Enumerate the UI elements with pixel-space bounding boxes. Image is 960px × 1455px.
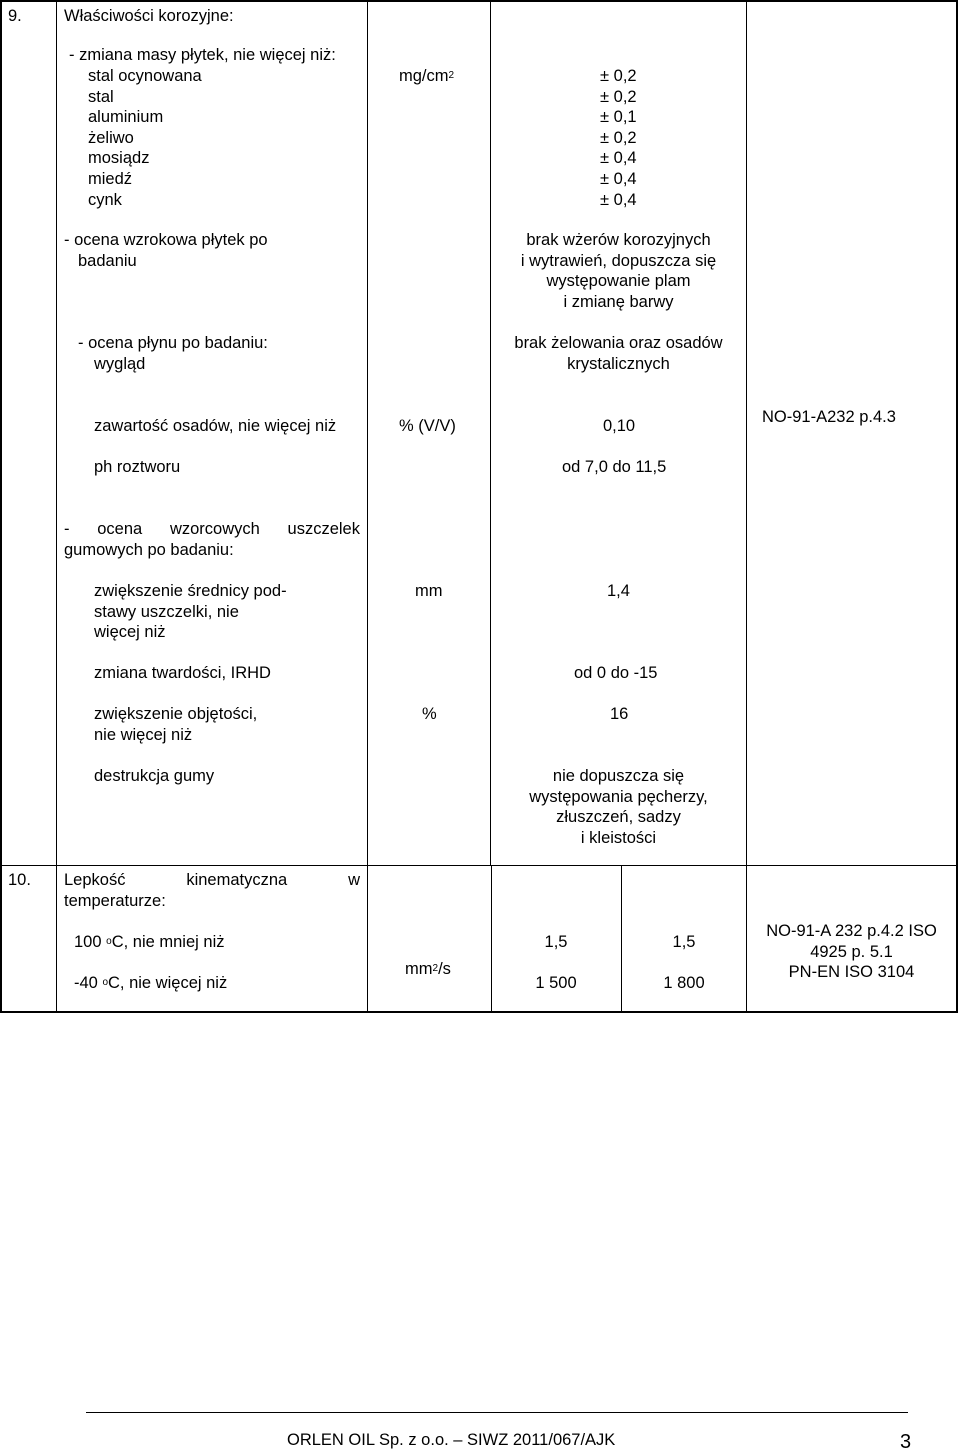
row-sep-section10 (0, 865, 958, 866)
metal-name: stal ocynowana (88, 67, 202, 85)
viscosity-method: NO-91-A 232 p.4.2 ISO 4925 p. 5.1 PN-EN ISO 3104 (766, 922, 937, 982)
mass-value: ± 0,4 (600, 169, 637, 188)
viscosity-row2-value-a: 1 500 (535, 974, 577, 992)
mass-value: ± 0,4 (600, 190, 637, 209)
metal-name: aluminium (88, 108, 164, 127)
footer-rule (86, 1412, 908, 1413)
sediment-value: 0,10 (603, 417, 636, 435)
fluid-label-2: wygląd (94, 355, 146, 373)
sediment-method: NO-91-A232 p.4.3 (762, 408, 896, 426)
visual-label-1: - ocena wzrokowa płytek po (64, 231, 268, 249)
mass-value: ± 0,2 (600, 67, 637, 85)
ph-label: ph roztworu (94, 458, 181, 476)
viscosity-row1-value-a: 1,5 (544, 933, 568, 951)
hardness-label: zmiana twardości, IRHD (94, 664, 271, 682)
hardness-value: od 0 do -15 (574, 664, 658, 682)
col-sep-unit (490, 0, 491, 866)
border-bottom (0, 1011, 958, 1013)
mass-change-label: - zmiana masy płytek, nie więcej niż: (69, 46, 336, 64)
section9-number: 9. (8, 7, 22, 25)
metal-name: stal (88, 87, 114, 106)
metal-name: mosiądz (88, 149, 150, 168)
volume-label: zwiększenie objętości, nie więcej niż (94, 705, 258, 744)
footer-text: ORLEN OIL Sp. z o.o. – SIWZ 2011/067/AJK (287, 1431, 616, 1449)
col-sep-number (56, 0, 57, 1013)
mass-value: ± 0,4 (600, 149, 637, 168)
fluid-label-1: - ocena płynu po badaniu: (78, 334, 268, 352)
mass-value: ± 0,1 (600, 108, 637, 127)
metal-name: cynk (88, 190, 122, 209)
page-number: 3 (900, 1431, 912, 1453)
mass-value: ± 0,2 (600, 128, 637, 147)
col-sep-value (746, 0, 747, 1013)
destruction-value: nie dopuszcza się występowania pęcherzy, złuszczeń, sadzy i kleistości (529, 767, 708, 847)
viscosity-row1-label: 100 $^o$C, nie mniej niż (74, 933, 225, 951)
volume-unit: % (422, 705, 437, 723)
sediment-label: zawartość osadów, nie więcej niż (94, 417, 337, 435)
mass-unit-exp: 2 (448, 70, 455, 81)
mass-unit-base: mg/cm (399, 67, 449, 85)
rubber-intro-1: - ocena wzorcowych uszczelek (64, 520, 360, 538)
border-top (0, 0, 958, 2)
sediment-unit: % (V/V) (399, 417, 456, 435)
volume-value: 16 (610, 705, 629, 723)
viscosity-row2-label: -40 $^o$C, nie więcej niż (74, 974, 228, 992)
section10-title-2: temperaturze: (64, 892, 166, 910)
destruction-label: destrukcja gumy (94, 767, 215, 785)
section10-number: 10. (8, 871, 31, 889)
metal-name: żeliwo (88, 128, 134, 147)
ph-value: od 7,0 do 11,5 (562, 458, 667, 476)
viscosity-row1-value-b: 1,5 (672, 933, 696, 951)
metal-name: miedź (88, 169, 133, 188)
visual-label-2: badaniu (78, 252, 137, 270)
metal-list (88, 66, 202, 210)
fluid-value: brak żelowania oraz osadów krystalicznych (514, 334, 723, 373)
border-left (0, 0, 2, 1013)
rubber-intro-2: gumowych po badaniu: (64, 541, 234, 559)
section10-title-1: Lepkość kinematyczna w (64, 871, 360, 889)
diameter-unit: mm (415, 582, 443, 600)
visual-value: brak wżerów korozyjnych i wytrawień, dopuszcza się występowanie plam i zmianę barwy (520, 231, 717, 311)
col-sep-label (367, 0, 368, 1013)
diameter-value: 1,4 (607, 582, 630, 600)
diameter-label: zwiększenie średnicy pod- stawy uszczelki, nie więcej niż (94, 582, 287, 642)
viscosity-row2-value-b: 1 800 (663, 974, 705, 992)
mass-value-list (600, 66, 637, 210)
section9-title: Właściwości korozyjne: (64, 7, 234, 25)
viscosity-unit: $mm^2/s$ (405, 960, 451, 978)
border-right (956, 0, 958, 1013)
mass-change-unit (399, 66, 454, 87)
mass-value: ± 0,2 (600, 87, 637, 106)
